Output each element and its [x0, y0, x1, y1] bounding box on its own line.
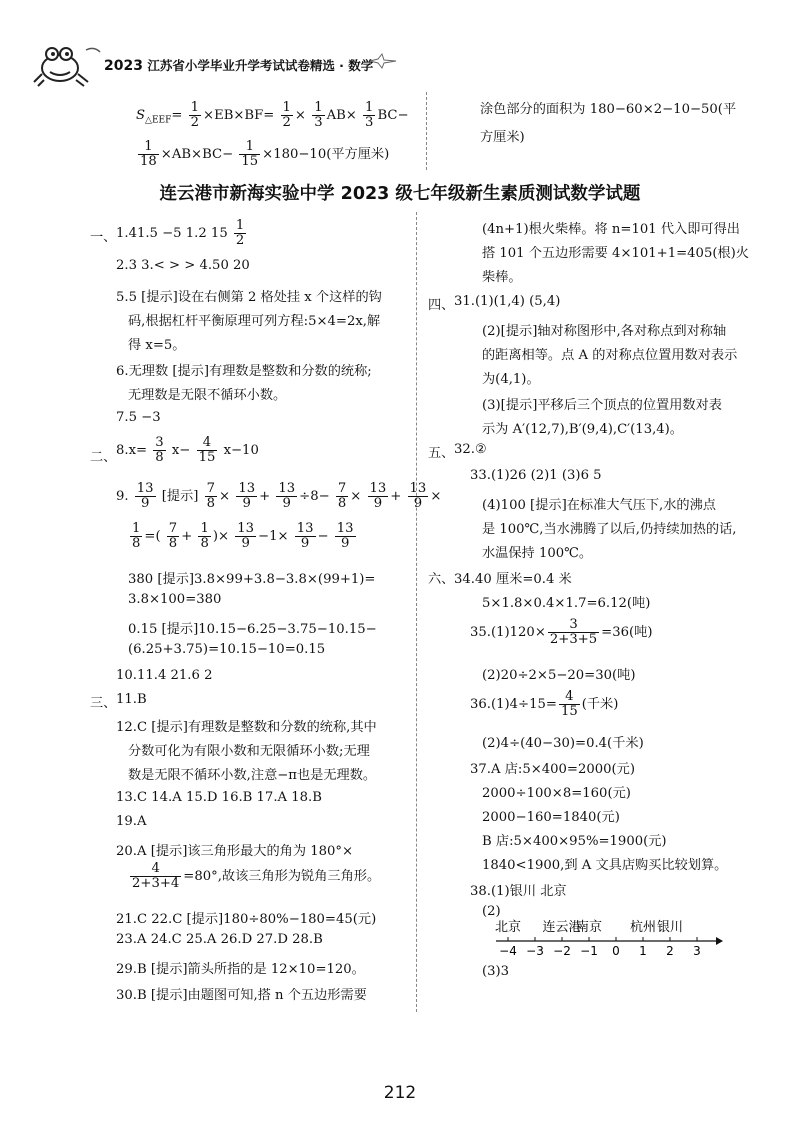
- top-column-divider: [426, 92, 427, 170]
- number-line-city-label: 银川: [656, 920, 684, 935]
- decoration-sparkle-icon: [368, 52, 398, 70]
- number-line-tick-label: −3: [526, 944, 544, 958]
- section-6-label: 六、: [428, 572, 455, 587]
- number-line-city-label: 南京: [575, 920, 603, 935]
- answer-q37-line5: 1840<1900,到 A 文具店购买比较划算。: [482, 858, 728, 873]
- number-line-city-label: 连云港: [542, 920, 582, 935]
- section-1-label: 一、: [90, 230, 117, 245]
- answer-q33-line4: 水温保持 100℃。: [482, 546, 593, 561]
- fraction: $\frac{1}{8}$: [132, 521, 141, 551]
- answer-q37-line4: B 店:5×400×95%=1900(元): [482, 834, 667, 849]
- answer-q10: 10.11.4 21.6 2: [116, 668, 213, 683]
- fraction: $\frac{13}{9}$: [278, 481, 296, 511]
- number-line-tick-label: −2: [553, 944, 571, 958]
- number-line-city-label: 杭州: [629, 920, 657, 935]
- number-line-tick-label: 0: [612, 944, 620, 958]
- answer-q37-line3: 2000−160=1840(元): [482, 810, 620, 825]
- fraction: $\frac{13}{9}$: [409, 481, 427, 511]
- answer-q36-2: (2)4÷(40−30)=0.4(千米): [482, 736, 644, 751]
- fraction: $\frac{7}{8}$: [206, 481, 216, 511]
- answer-q31-3-line2: 示为 A′(12,7),B′(9,4),C′(13,4)。: [482, 422, 683, 437]
- answer-q20-line2: $\frac{4}{2+3+4}$ =80°,故该三角形为锐角三角形。: [132, 861, 381, 891]
- exam-title: 连云港市新海实验中学 2023 级七年级新生素质测试数学试题: [159, 184, 641, 204]
- number-line-tick-label: −1: [580, 944, 598, 958]
- section-4-label: 四、: [428, 298, 455, 313]
- page-number: 212: [383, 1083, 417, 1103]
- fraction: $\frac{1}{2}$: [190, 100, 200, 130]
- answer-q35-2: (2)20÷2×5−20=30(吨): [482, 668, 636, 683]
- number-line-city-label: 北京: [494, 920, 522, 935]
- answer-q9-line2: $\frac{1}{8}$ =( $\frac{7}{8}$ + $\frac{1}{8}$ )× $\frac{13}{9}$ −1× $\frac{13}{9}$ − $\frac{13}{9}$: [132, 521, 354, 551]
- top-left-line-1: $S_{\triangle EEF}=$ $\frac{1}{2}$ ×EB×BF= $\frac{1}{2}$ × $\frac{1}{3}$ AB× $\frac{1}{3}$ BC−: [136, 100, 409, 130]
- fraction: $\frac{4}{15}$: [560, 689, 578, 719]
- fraction: $\frac{7}{8}$: [337, 481, 347, 511]
- fraction: $\frac{13}{9}$: [237, 521, 255, 551]
- answer-q30-cont-line1: (4n+1)根火柴棒。将 n=101 代入即可得出: [482, 222, 740, 237]
- answer-q23-28: 23.A 24.C 25.A 26.D 27.D 28.B: [116, 932, 323, 947]
- answer-q37-line2: 2000÷100×8=160(元): [482, 786, 631, 801]
- answer-q38-3: (3)3: [482, 964, 510, 979]
- answer-q30-cont-line3: 柴棒。: [482, 270, 522, 285]
- answer-q9-line1: 9. $\frac{13}{9}$ [提示] $\frac{7}{8}$ × $\frac{13}{9}$ + $\frac{13}{9}$ ÷8− $\frac{7}{8}$ × $\frac{13}{9}$ + $\frac{13}{9}$ ×: [116, 481, 442, 511]
- answer-q20-line1: 20.A [提示]该三角形最大的角为 180°×: [116, 844, 354, 859]
- fraction: $\frac{13}{9}$: [369, 481, 387, 511]
- answer-q8: 8.x= $\frac{3}{8}$ x− $\frac{4}{15}$ x−10: [116, 435, 259, 465]
- answer-q12-line3: 数是无限不循环小数,注意−π也是无理数。: [128, 768, 377, 783]
- answer-q31-3-line1: (3)[提示]平移后三个顶点的位置用数对表: [482, 398, 722, 413]
- section-3-label: 三、: [90, 696, 117, 711]
- answer-q21-22: 21.C 22.C [提示]180÷80%−180=45(元): [116, 912, 377, 927]
- frog-mascot-icon: [30, 40, 102, 88]
- answer-q30-cont-line2: 搭 101 个五边形需要 4×101+1=405(根)火: [482, 246, 749, 261]
- top-left-line-2: $\frac{1}{18}$ ×AB×BC− $\frac{1}{15}$ ×180−10(平方厘米): [140, 139, 390, 169]
- fraction: $\frac{13}{9}$: [136, 481, 154, 511]
- section-2-label: 二、: [90, 450, 117, 465]
- top-right-line-1: 涂色部分的面积为 180−60×2−10−50(平: [480, 102, 737, 117]
- answer-q31-2-line3: 为(4,1)。: [482, 372, 540, 387]
- answer-q13-18: 13.C 14.A 15.D 16.B 17.A 18.B: [116, 790, 322, 805]
- fraction: $\frac{4}{2+3+4}$: [132, 861, 180, 891]
- answer-q38-1: 38.(1)银川 北京: [470, 884, 567, 899]
- answer-q6-line2: 无理数是无限不循环小数。: [128, 388, 287, 403]
- answer-q1: 1.41.5 −5 1.2 15 $\frac{1}{2}$: [116, 218, 245, 248]
- answer-q2: 2.3 3.< > > 4.50 20: [116, 258, 250, 273]
- answer-q33-line3: 是 100℃,当水沸腾了以后,仍持续加热的话,: [482, 522, 737, 537]
- answer-q31-2-line1: (2)[提示]轴对称图形中,各对称点到对称轴: [482, 324, 727, 339]
- number-line-tick-label: 3: [693, 944, 701, 958]
- fraction: $\frac{1}{3}$: [314, 100, 323, 130]
- answer-q9d-line2: (6.25+3.75)=10.15−10=0.15: [128, 642, 326, 657]
- number-line-tick-label: 1: [639, 944, 647, 958]
- answer-q31-2-line2: 的距离相等。点 A 的对称点位置用数对表示: [482, 348, 738, 363]
- fraction: $\frac{1}{8}$: [200, 521, 209, 551]
- number-line-arrow: [716, 937, 723, 945]
- fraction: $\frac{3}{2+3+5}$: [549, 617, 598, 647]
- fraction: $\frac{3}{8}$: [155, 435, 164, 465]
- answer-q35-1: 35.(1)120× $\frac{3}{2+3+5}$ =36(吨): [470, 617, 653, 647]
- fraction: $\frac{13}{9}$: [336, 521, 354, 551]
- fraction: $\frac{1}{2}$: [235, 218, 245, 248]
- answer-q5-line3: 得 x=5。: [128, 338, 186, 353]
- answer-q36-1: 36.(1)4÷15= $\frac{4}{15}$ (千米): [470, 689, 619, 719]
- answer-q30: 30.B [提示]由题图可知,搭 n 个五边形需要: [116, 988, 367, 1003]
- answer-q38-2-label: (2): [482, 904, 501, 919]
- number-line-tick-label: 2: [666, 944, 674, 958]
- fraction: $\frac{13}{9}$: [238, 481, 256, 511]
- answer-q33-line2: (4)100 [提示]在标准大气压下,水的沸点: [482, 498, 716, 513]
- fraction: $\frac{1}{15}$: [241, 139, 259, 169]
- answer-q9c-line1: 380 [提示]3.8×99+3.8−3.8×(99+1)=: [128, 572, 376, 587]
- fraction: $\frac{1}{18}$: [140, 139, 157, 169]
- top-right-line-2: 方厘米): [480, 130, 525, 145]
- answer-q34-line2: 5×1.8×0.4×1.7=6.12(吨): [482, 596, 651, 611]
- fraction: $\frac{1}{3}$: [365, 100, 374, 130]
- header-year: 2023: [104, 58, 143, 74]
- answer-q9c-line2: 3.8×100=380: [128, 592, 222, 607]
- fraction: $\frac{1}{2}$: [282, 100, 291, 130]
- answer-q31-1: 31.(1)(1,4) (5,4): [454, 294, 561, 309]
- answer-q6-line1: 6.无理数 [提示]有理数是整数和分数的统称;: [116, 364, 372, 379]
- fraction: $\frac{13}{9}$: [296, 521, 314, 551]
- answer-q5-line1: 5.5 [提示]设在右侧第 2 格处挂 x 个这样的钩: [116, 290, 382, 305]
- answer-q37-line1: 37.A 店:5×400=2000(元): [470, 762, 636, 777]
- section-5-label: 五、: [428, 446, 455, 461]
- answer-q33-line1: 33.(1)26 (2)1 (3)6 5: [470, 468, 602, 483]
- fraction: $\frac{7}{8}$: [168, 521, 178, 551]
- header-title: [104, 56, 373, 74]
- answer-q7: 7.5 −3: [116, 410, 161, 425]
- main-column-divider: [416, 212, 417, 1012]
- answer-q12-line2: 分数可化为有限小数和无限循环小数;无理: [128, 744, 370, 759]
- number-line-tick-label: −4: [499, 944, 517, 958]
- fraction: $\frac{4}{15}$: [198, 435, 216, 465]
- number-line-diagram: [494, 917, 724, 959]
- answer-q32: 32.②: [454, 442, 487, 457]
- answer-q12-line1: 12.C [提示]有理数是整数和分数的统称,其中: [116, 720, 377, 735]
- answer-q29: 29.B [提示]箭头所指的是 12×10=120。: [116, 962, 365, 977]
- answer-q11: 11.B: [116, 692, 147, 707]
- header-text: 江苏省小学毕业升学考试试卷精选 · 数学: [147, 58, 374, 73]
- answer-q9d-line1: 0.15 [提示]10.15−6.25−3.75−10.15−: [128, 622, 377, 637]
- answer-q19: 19.A: [116, 814, 147, 829]
- answer-q34-line1: 34.40 厘米=0.4 米: [454, 572, 572, 587]
- answer-q5-line2: 码,根据杠杆平衡原理可列方程:5×4=2x,解: [128, 314, 381, 329]
